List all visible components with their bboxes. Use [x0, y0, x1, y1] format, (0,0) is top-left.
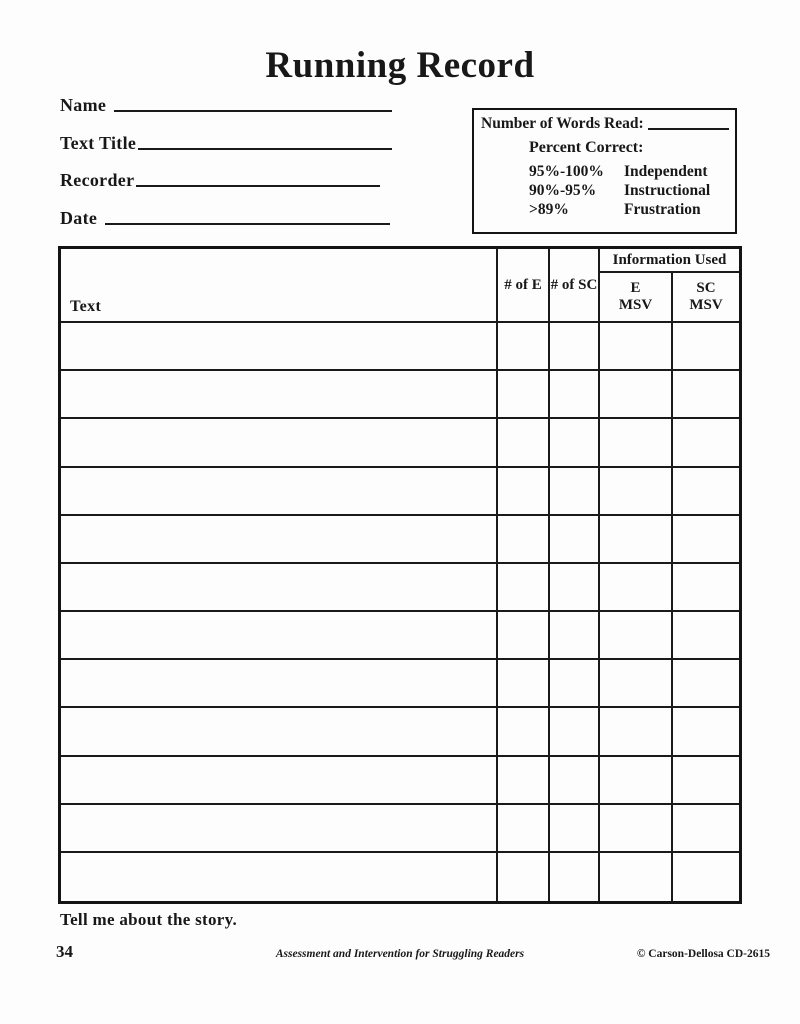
percent-correct-label: Percent Correct: [529, 139, 644, 156]
table-cell [61, 516, 498, 564]
table-cell [600, 708, 673, 756]
text-title-blank-line [138, 148, 392, 150]
name-blank-line [114, 110, 392, 112]
table-cell [673, 468, 739, 516]
table-cell [673, 805, 739, 853]
table-cell [550, 708, 600, 756]
table-cell [550, 323, 600, 371]
table-cell [61, 323, 498, 371]
recorder-field [60, 170, 380, 190]
table-cell [600, 468, 673, 516]
table-cell [498, 419, 550, 467]
table-cell [673, 371, 739, 419]
table-cell [673, 757, 739, 805]
table-cell [600, 371, 673, 419]
record-table [58, 246, 742, 904]
table-cell [498, 371, 550, 419]
table-cell [600, 757, 673, 805]
table-cell [498, 468, 550, 516]
table-cell [550, 757, 600, 805]
e-msv-line2: MSV [618, 297, 653, 313]
table-cell [673, 612, 739, 660]
table-cell [673, 853, 739, 901]
e-msv-column-header [600, 273, 673, 323]
table-cell [61, 468, 498, 516]
level-name: Independent [624, 163, 708, 180]
level-range: 90%-95% [529, 182, 597, 199]
table-cell [61, 419, 498, 467]
table-cell [61, 853, 498, 901]
table-cell [600, 612, 673, 660]
table-cell [673, 708, 739, 756]
page-number: 34 [56, 942, 73, 961]
footer-book-title: Assessment and Intervention for Struggling Readers [275, 948, 525, 960]
level-name: Frustration [624, 201, 701, 218]
table-cell [498, 516, 550, 564]
recorder-label: Recorder [60, 170, 135, 190]
errors-column-header: # of E [498, 249, 550, 323]
name-label: Name [60, 95, 107, 115]
table-cell [600, 516, 673, 564]
table-cell [550, 419, 600, 467]
e-msv-line1: E [630, 280, 641, 296]
table-cell [550, 516, 600, 564]
information-used-header: Information Used [600, 249, 739, 273]
sc-msv-line1: SC [696, 280, 716, 296]
table-cell [498, 853, 550, 901]
table-cell [550, 853, 600, 901]
table-cell [498, 564, 550, 612]
table-cell [498, 612, 550, 660]
table-cell [498, 805, 550, 853]
table-cell [673, 660, 739, 708]
name-field [60, 95, 392, 115]
table-cell [550, 468, 600, 516]
footer-copyright: © Carson-Dellosa CD-2615 [636, 948, 770, 960]
table-cell [550, 564, 600, 612]
table-cell [673, 323, 739, 371]
table-cell [550, 371, 600, 419]
table-cell [673, 564, 739, 612]
self-correction-column-header: # of SC [550, 249, 600, 323]
table-cell [600, 323, 673, 371]
table-cell [61, 371, 498, 419]
recorder-blank-line [136, 185, 380, 187]
level-range: >89% [529, 201, 569, 218]
table-cell [550, 612, 600, 660]
table-cell [600, 853, 673, 901]
level-name: Instructional [624, 182, 711, 199]
table-cell [673, 516, 739, 564]
table-cell [600, 564, 673, 612]
table-cell [550, 805, 600, 853]
page-title: Running Record [265, 45, 535, 86]
table-cell [550, 660, 600, 708]
sc-msv-column-header [673, 273, 739, 323]
table-cell [600, 660, 673, 708]
table-cell [600, 419, 673, 467]
text-title-label: Text Title [60, 133, 137, 153]
scoring-guide-box [472, 108, 737, 234]
date-blank-line [105, 223, 390, 225]
table-cell [498, 757, 550, 805]
table-cell [61, 757, 498, 805]
table-cell [61, 660, 498, 708]
words-read-row [474, 110, 735, 132]
date-label: Date [60, 208, 98, 228]
retell-prompt: Tell me about the story. [60, 910, 238, 929]
words-read-label: Number of Words Read: [481, 115, 644, 132]
reading-level-key [529, 162, 735, 219]
table-cell [498, 660, 550, 708]
text-title-field [60, 133, 392, 153]
text-column-header: Text [61, 249, 498, 323]
table-cell [61, 708, 498, 756]
words-read-blank-line [648, 128, 729, 130]
table-cell [600, 805, 673, 853]
sc-msv-line2: MSV [689, 297, 723, 313]
table-cell [498, 708, 550, 756]
table-cell [61, 564, 498, 612]
level-range: 95%-100% [529, 163, 604, 180]
table-cell [61, 805, 498, 853]
table-cell [61, 612, 498, 660]
date-field [60, 208, 390, 228]
table-cell [498, 323, 550, 371]
table-cell [673, 419, 739, 467]
